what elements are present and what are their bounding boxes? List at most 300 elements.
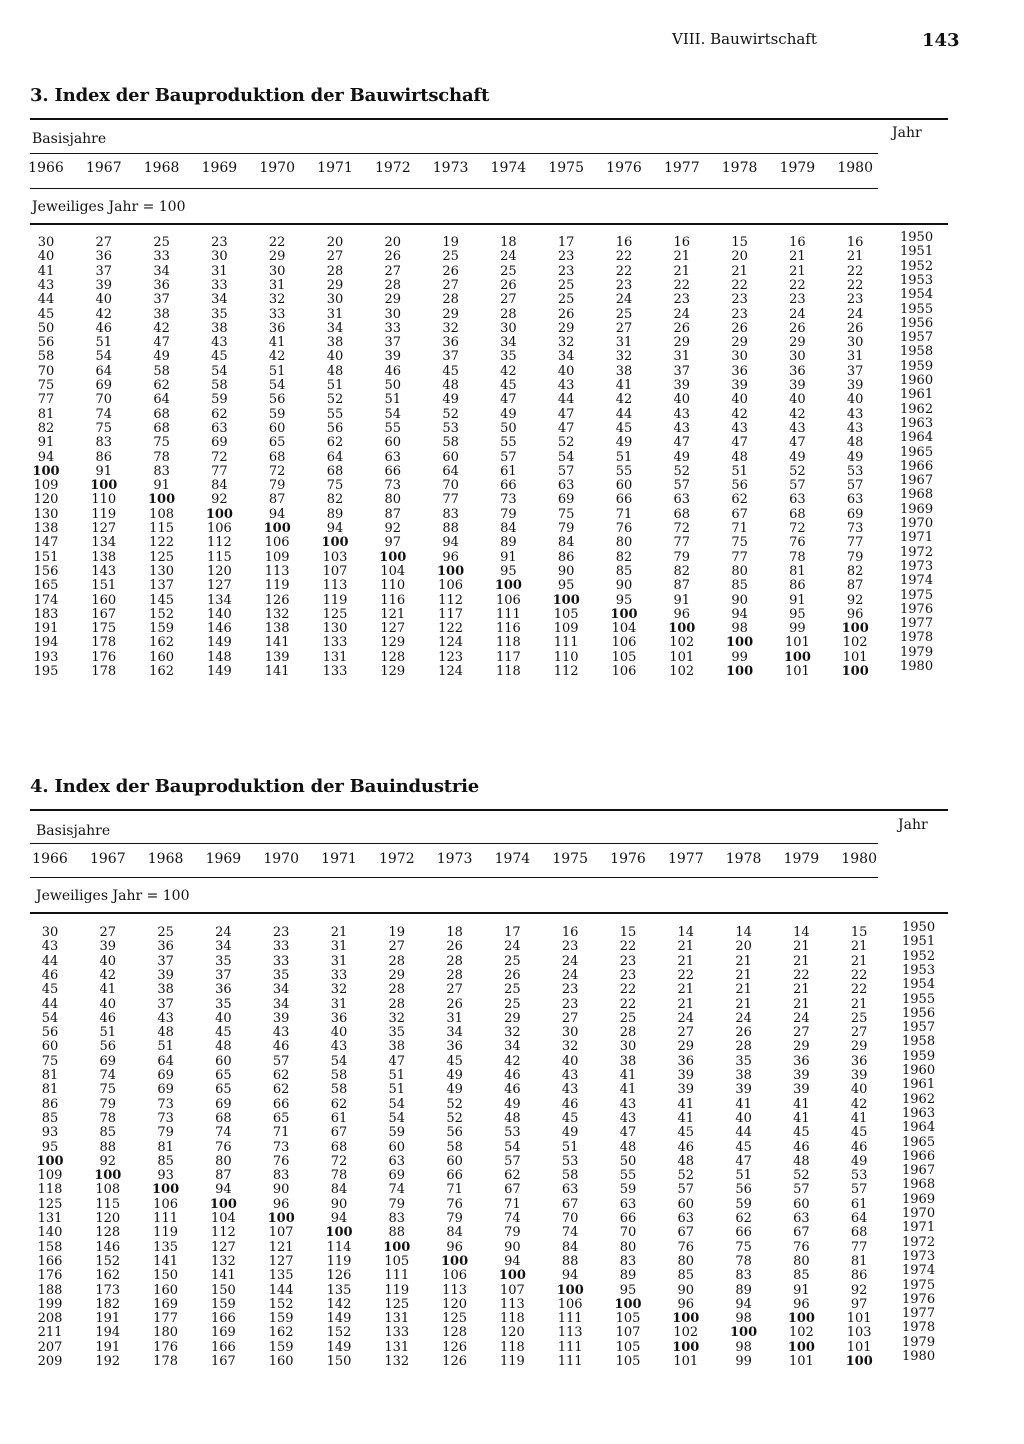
table-cell: 33 (384, 320, 402, 336)
table-cell: 91 (500, 549, 517, 565)
table-cell: 52 (446, 1096, 463, 1112)
table-cell: 43 (789, 420, 806, 436)
table-cell: 47 (557, 406, 575, 422)
table-cell: 22 (677, 967, 695, 983)
table-cell: 39 (731, 378, 748, 393)
column-header: 1968 (143, 160, 180, 176)
table-cell: 100 (148, 492, 176, 508)
table-cell: 63 (388, 1153, 406, 1169)
row-year-label: 1977 (902, 1306, 936, 1322)
table-cell: 27 (677, 1025, 695, 1041)
table-cell: 77 (731, 549, 748, 565)
table-cell: 36 (850, 1053, 868, 1069)
table-cell: 26 (673, 320, 691, 336)
table-cell: 92 (846, 592, 864, 608)
row-year-label: 1953 (900, 272, 934, 288)
table-cell: 30 (731, 349, 748, 365)
table-cell: 16 (673, 235, 691, 250)
table-cell: 128 (442, 1325, 467, 1341)
table-cell: 40 (95, 292, 113, 308)
table-cell: 61 (850, 1196, 868, 1212)
table-cell: 27 (446, 982, 463, 998)
table-cell: 92 (384, 521, 402, 536)
table-cell: 135 (268, 1268, 294, 1284)
table-cell: 28 (388, 996, 406, 1012)
table-4-jahr-label: Jahr (898, 817, 928, 833)
table-cell: 98 (735, 1339, 752, 1355)
table-cell: 54 (388, 1110, 406, 1126)
table-cell: 119 (91, 506, 117, 522)
table-cell: 58 (330, 1082, 348, 1098)
column-header: 1968 (147, 851, 184, 867)
table-cell: 70 (37, 363, 55, 379)
table-cell: 68 (330, 1139, 348, 1155)
table-cell: 70 (95, 392, 113, 408)
table-cell: 38 (326, 335, 344, 351)
table-cell: 63 (846, 492, 864, 508)
table-cell: 47 (735, 1153, 752, 1169)
table-3-base-label: Jeweiliges Jahr = 100 (32, 199, 186, 215)
table-cell: 62 (326, 435, 344, 451)
table-cell: 132 (264, 606, 290, 622)
row-year-label: 1980 (902, 1349, 936, 1364)
table-cell: 73 (384, 478, 402, 494)
table-cell: 33 (153, 249, 170, 265)
table-cell: 21 (789, 263, 806, 279)
column-header: 1970 (263, 851, 299, 867)
table-cell: 152 (268, 1296, 294, 1312)
table-cell: 21 (789, 249, 806, 265)
table-cell: 22 (615, 249, 633, 265)
table-cell: 31 (673, 349, 691, 365)
table-cell: 64 (153, 392, 170, 408)
row-year-label: 1975 (902, 1277, 936, 1293)
table-3-top-rule (30, 118, 948, 120)
table-cell: 43 (561, 1082, 579, 1098)
table-cell: 62 (731, 492, 748, 508)
table-cell: 21 (330, 925, 348, 940)
table-cell: 62 (504, 1168, 521, 1184)
table-cell: 80 (677, 1253, 695, 1269)
table-cell: 106 (206, 521, 232, 536)
table-cell: 54 (211, 363, 228, 379)
table-cell: 63 (211, 420, 228, 436)
table-cell: 62 (272, 1068, 290, 1083)
table-cell: 23 (731, 306, 748, 322)
row-year-label: 1956 (900, 315, 934, 331)
table-cell: 43 (673, 406, 691, 422)
table-cell: 56 (731, 478, 748, 494)
table-cell: 100 (437, 563, 465, 579)
table-cell: 88 (561, 1253, 579, 1269)
table-cell: 24 (793, 1010, 810, 1026)
table-cell: 141 (210, 1268, 236, 1284)
table-cell: 94 (37, 449, 55, 465)
table-cell: 43 (846, 406, 864, 422)
table-cell: 60 (268, 420, 286, 436)
row-year-label: 1952 (900, 258, 934, 274)
table-cell: 127 (268, 1253, 294, 1269)
table-cell: 64 (157, 1053, 174, 1069)
table-cell: 77 (211, 463, 228, 479)
table-cell: 89 (326, 506, 344, 522)
table-cell: 55 (500, 435, 517, 451)
table-cell: 199 (37, 1296, 63, 1312)
table-cell: 32 (615, 349, 633, 365)
table-cell: 43 (557, 378, 575, 393)
table-cell: 107 (322, 563, 348, 579)
table-cell: 47 (500, 392, 517, 408)
table-cell: 69 (557, 492, 575, 508)
table-cell: 26 (557, 306, 575, 322)
table-cell: 113 (264, 563, 290, 579)
table-cell: 76 (677, 1239, 695, 1255)
table-cell: 84 (330, 1182, 348, 1198)
table-cell: 20 (384, 235, 402, 250)
table-cell: 31 (446, 1010, 463, 1026)
table-cell: 135 (326, 1282, 352, 1298)
table-cell: 122 (149, 535, 174, 551)
table-cell: 118 (495, 664, 521, 679)
table-cell: 113 (557, 1325, 583, 1341)
table-cell: 100 (498, 1268, 526, 1284)
table-cell: 46 (850, 1139, 868, 1155)
table-cell: 51 (384, 392, 402, 408)
table-cell: 67 (793, 1225, 810, 1241)
table-cell: 60 (446, 1153, 463, 1169)
table-cell: 24 (789, 306, 806, 322)
table-cell: 119 (384, 1282, 410, 1298)
table-cell: 180 (153, 1325, 178, 1341)
table-cell: 128 (380, 649, 406, 665)
table-cell: 32 (388, 1010, 406, 1026)
row-year-label: 1973 (902, 1248, 936, 1264)
table-cell: 31 (615, 335, 633, 351)
table-cell: 29 (789, 335, 806, 351)
table-cell: 34 (504, 1039, 521, 1055)
table-cell: 54 (268, 378, 286, 393)
table-cell: 104 (210, 1211, 236, 1226)
table-cell: 62 (272, 1082, 290, 1098)
table-cell: 86 (41, 1096, 59, 1112)
table-cell: 94 (326, 521, 344, 536)
table-cell: 62 (330, 1096, 348, 1112)
table-cell: 20 (735, 939, 752, 955)
table-cell: 39 (272, 1010, 290, 1026)
table-cell: 33 (272, 939, 290, 955)
table-cell: 14 (677, 925, 695, 940)
table-cell: 22 (850, 967, 868, 983)
table-cell: 91 (789, 592, 806, 608)
table-cell: 27 (561, 1010, 579, 1026)
table-3-jahr-label: Jahr (892, 125, 922, 141)
table-cell: 82 (615, 549, 633, 565)
table-cell: 25 (619, 1010, 637, 1026)
row-year-label: 1963 (900, 415, 934, 431)
table-cell: 79 (557, 521, 575, 536)
table-cell: 95 (619, 1282, 637, 1298)
table-cell: 51 (326, 378, 344, 393)
table-cell: 104 (611, 621, 637, 637)
row-year-label: 1972 (900, 544, 934, 560)
table-cell: 28 (384, 277, 402, 293)
table-cell: 37 (215, 967, 232, 983)
table-cell: 30 (619, 1039, 637, 1055)
table-cell: 21 (850, 953, 868, 969)
table-cell: 119 (264, 578, 290, 594)
table-cell: 151 (33, 549, 59, 565)
table-cell: 46 (95, 320, 113, 336)
row-year-label: 1970 (902, 1206, 936, 1221)
table-cell: 74 (99, 1068, 117, 1083)
row-year-label: 1951 (900, 244, 934, 260)
table-cell: 43 (41, 939, 59, 955)
table-cell: 28 (619, 1025, 637, 1041)
table-cell: 58 (37, 349, 55, 365)
table-cell: 111 (153, 1211, 178, 1226)
table-cell: 49 (561, 1125, 579, 1141)
table-cell: 72 (268, 463, 286, 479)
table-cell: 68 (673, 506, 691, 522)
table-cell: 31 (326, 306, 344, 322)
table-cell: 24 (735, 1010, 752, 1026)
table-cell: 28 (388, 953, 406, 969)
table-cell: 39 (157, 967, 174, 983)
table-cell: 35 (388, 1025, 406, 1041)
table-cell: 121 (380, 606, 406, 622)
table-cell: 152 (149, 606, 174, 622)
table-cell: 44 (41, 953, 59, 969)
table-cell: 75 (153, 435, 170, 451)
table-cell: 27 (388, 939, 406, 955)
table-cell: 100 (441, 1253, 469, 1269)
table-cell: 24 (846, 306, 864, 322)
table-cell: 100 (32, 463, 60, 479)
table-cell: 29 (673, 335, 691, 351)
row-year-label: 1965 (902, 1134, 936, 1150)
table-cell: 116 (380, 592, 406, 608)
table-cell: 39 (735, 1082, 752, 1098)
table-cell: 67 (504, 1182, 521, 1198)
table-cell: 57 (789, 478, 806, 494)
table-cell: 87 (384, 506, 402, 522)
table-cell: 183 (33, 606, 59, 622)
table-cell: 76 (793, 1239, 810, 1255)
table-cell: 55 (619, 1168, 637, 1184)
table-cell: 29 (677, 1039, 695, 1055)
table-cell: 102 (669, 635, 695, 651)
table-cell: 100 (726, 664, 754, 679)
table-cell: 211 (37, 1325, 63, 1341)
row-year-label: 1967 (902, 1163, 936, 1179)
table-cell: 95 (41, 1139, 59, 1155)
row-year-label: 1966 (902, 1148, 936, 1164)
table-cell: 77 (850, 1239, 868, 1255)
table-cell: 46 (793, 1139, 810, 1155)
table-cell: 150 (210, 1282, 236, 1298)
table-cell: 46 (561, 1096, 579, 1112)
row-year-label: 1980 (900, 659, 934, 674)
table-cell: 94 (561, 1268, 579, 1284)
table-cell: 40 (330, 1025, 348, 1041)
table-cell: 29 (504, 1010, 521, 1026)
table-cell: 69 (157, 1082, 174, 1098)
table-cell: 83 (95, 435, 113, 451)
table-cell: 87 (673, 578, 691, 594)
column-header: 1974 (494, 851, 531, 867)
table-cell: 178 (91, 635, 117, 651)
table-cell: 49 (504, 1096, 521, 1112)
table-cell: 91 (153, 478, 170, 494)
table-cell: 42 (268, 349, 286, 365)
table-cell: 111 (384, 1268, 410, 1284)
table-cell: 115 (206, 549, 232, 565)
table-cell: 23 (557, 249, 575, 265)
table-cell: 21 (735, 982, 752, 998)
table-cell: 40 (789, 392, 806, 408)
table-cell: 113 (322, 578, 348, 594)
table-cell: 16 (846, 235, 864, 250)
table-cell: 47 (619, 1125, 637, 1141)
table-cell: 45 (615, 420, 633, 436)
table-cell: 34 (272, 982, 290, 998)
table-cell: 117 (495, 649, 521, 665)
table-cell: 40 (37, 249, 55, 265)
row-year-label: 1961 (900, 387, 934, 403)
row-year-label: 1968 (900, 487, 934, 503)
row-year-label: 1951 (902, 934, 936, 950)
table-cell: 39 (677, 1068, 695, 1083)
table-cell: 71 (446, 1182, 463, 1198)
row-year-label: 1978 (900, 630, 934, 646)
row-year-label: 1955 (902, 991, 936, 1007)
table-cell: 207 (37, 1339, 63, 1355)
table-cell: 85 (677, 1268, 695, 1284)
column-header: 1966 (32, 851, 68, 867)
table-cell: 23 (673, 292, 691, 308)
table-cell: 43 (619, 1110, 637, 1126)
table-cell: 83 (153, 463, 170, 479)
table-cell: 39 (384, 349, 402, 365)
table-cell: 43 (272, 1025, 290, 1041)
table-cell: 83 (442, 506, 459, 522)
row-year-label: 1962 (900, 401, 934, 417)
table-cell: 16 (561, 925, 579, 940)
table-cell: 25 (500, 263, 517, 279)
table-cell: 66 (615, 492, 633, 508)
table-cell: 127 (380, 621, 406, 637)
table-cell: 109 (264, 549, 290, 565)
table-cell: 107 (499, 1282, 525, 1298)
table-cell: 23 (557, 263, 575, 279)
table-cell: 39 (789, 378, 806, 393)
table-cell: 91 (95, 463, 113, 479)
table-cell: 69 (157, 1068, 174, 1083)
table-cell: 53 (846, 463, 864, 479)
table-cell: 74 (215, 1125, 232, 1141)
column-header: 1979 (783, 851, 820, 867)
table-cell: 165 (33, 578, 59, 594)
table-cell: 80 (215, 1153, 232, 1169)
table-cell: 46 (384, 363, 402, 379)
table-cell: 57 (504, 1153, 521, 1169)
table-cell: 21 (677, 982, 695, 998)
table-cell: 48 (215, 1039, 232, 1055)
table-cell: 72 (789, 521, 806, 536)
table-cell: 142 (326, 1296, 352, 1312)
table-cell: 100 (90, 478, 118, 494)
table-cell: 167 (210, 1354, 236, 1369)
table-cell: 106 (264, 535, 290, 551)
table-cell: 21 (793, 953, 810, 969)
table-cell: 22 (619, 996, 637, 1012)
table-cell: 41 (615, 378, 633, 393)
table-cell: 33 (272, 953, 290, 969)
table-cell: 34 (557, 349, 575, 365)
table-cell: 79 (99, 1096, 117, 1112)
table-cell: 45 (446, 1053, 463, 1069)
table-cell: 175 (91, 621, 117, 637)
table-cell: 116 (495, 621, 521, 637)
table-cell: 131 (384, 1339, 410, 1355)
table-cell: 21 (673, 263, 691, 279)
table-cell: 24 (677, 1010, 695, 1026)
row-year-label: 1970 (900, 516, 934, 531)
table-cell: 32 (268, 292, 286, 308)
table-cell: 22 (615, 263, 633, 279)
table-cell: 16 (789, 235, 806, 250)
table-cell: 150 (153, 1268, 178, 1284)
table-cell: 60 (215, 1053, 232, 1069)
table-cell: 79 (846, 549, 864, 565)
table-cell: 176 (91, 649, 117, 665)
table-cell: 36 (793, 1053, 810, 1069)
table-cell: 159 (149, 621, 174, 637)
table-cell: 48 (619, 1139, 637, 1155)
table-cell: 129 (380, 664, 406, 679)
table-cell: 54 (388, 1096, 406, 1112)
table-cell: 151 (91, 578, 117, 594)
table-cell: 45 (41, 982, 59, 998)
table-cell: 75 (37, 378, 55, 393)
table-cell: 32 (557, 335, 575, 351)
table-cell: 138 (91, 549, 117, 565)
table-cell: 25 (157, 925, 174, 940)
table-cell: 100 (730, 1325, 758, 1341)
table-3-title: 3. Index der Bauproduktion der Bauwirtschaft (30, 85, 490, 106)
row-year-label: 1958 (902, 1034, 936, 1050)
table-cell: 46 (272, 1039, 290, 1055)
table-cell: 52 (673, 463, 691, 479)
table-cell: 41 (619, 1082, 637, 1098)
table-cell: 132 (210, 1253, 236, 1269)
table-cell: 38 (211, 320, 228, 336)
table-cell: 77 (673, 535, 691, 551)
table-cell: 39 (846, 378, 864, 393)
table-cell: 96 (793, 1296, 810, 1312)
column-header: 1972 (378, 851, 415, 867)
table-cell: 38 (153, 306, 170, 322)
column-header: 1977 (663, 160, 700, 176)
table-cell: 96 (846, 606, 864, 622)
table-cell: 100 (841, 664, 869, 679)
table-cell: 63 (619, 1196, 637, 1212)
table-cell: 24 (561, 967, 579, 983)
table-cell: 106 (611, 635, 637, 651)
column-header: 1967 (89, 851, 126, 867)
table-cell: 66 (735, 1225, 752, 1241)
table-cell: 87 (268, 492, 286, 508)
